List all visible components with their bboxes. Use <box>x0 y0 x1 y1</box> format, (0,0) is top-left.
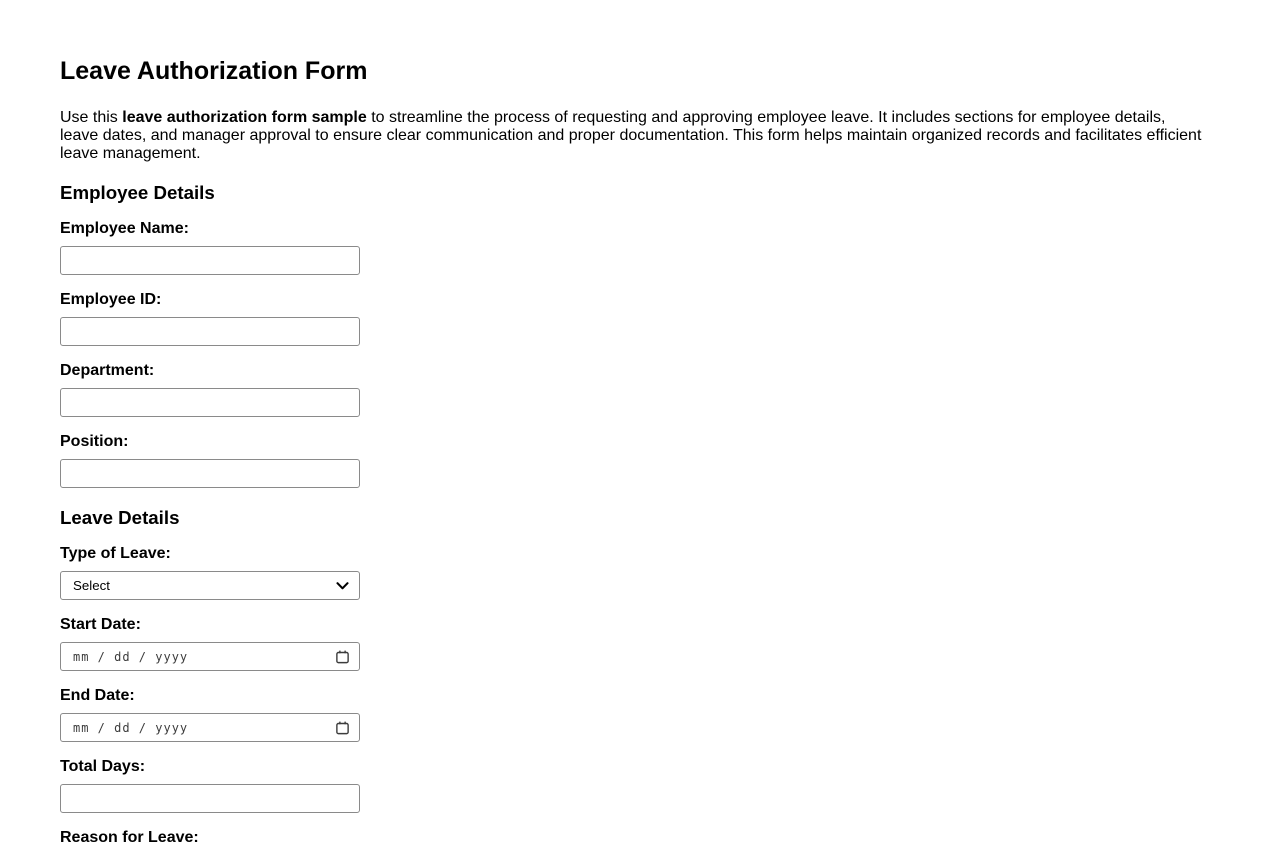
chevron-down-icon <box>336 582 349 590</box>
employee-name-input[interactable] <box>60 246 360 275</box>
end-date-input[interactable] <box>60 713 360 742</box>
intro-line-3: leave management. <box>60 145 201 162</box>
start-date-label: Start Date: <box>60 616 141 633</box>
field-end-date <box>60 687 1203 742</box>
intro-text-pre: Use this <box>60 109 123 126</box>
department-input[interactable] <box>60 388 360 417</box>
field-employee-name <box>60 220 1203 275</box>
field-employee-id <box>60 291 1203 346</box>
intro-bold-text: leave authorization form sample <box>122 109 367 126</box>
start-date-input[interactable] <box>60 642 360 671</box>
end-date-placeholder: mm / dd / yyyy <box>73 720 189 735</box>
intro-line-1 <box>60 109 1203 127</box>
field-department <box>60 362 1203 417</box>
type-of-leave-select[interactable] <box>60 571 360 600</box>
field-type-of-leave <box>60 545 1203 600</box>
department-label: Department: <box>60 362 155 379</box>
total-days-input[interactable] <box>60 784 360 813</box>
calendar-icon[interactable] <box>335 720 350 736</box>
end-date-label: End Date: <box>60 687 135 704</box>
intro-text-post: to streamline the process of requesting and approving employee leave. It includes sections for employee details, <box>366 109 1166 126</box>
employee-name-label: Employee Name: <box>60 220 189 237</box>
total-days-label: Total Days: <box>60 758 146 775</box>
field-total-days <box>60 758 1203 813</box>
start-date-placeholder: mm / dd / yyyy <box>73 649 189 664</box>
section-heading-employee-details: Employee Details <box>60 182 215 203</box>
calendar-icon[interactable] <box>335 649 350 665</box>
field-start-date <box>60 616 1203 671</box>
page-title: Leave Authorization Form <box>60 57 368 85</box>
field-position <box>60 433 1203 488</box>
employee-id-label: Employee ID: <box>60 291 162 308</box>
field-reason-for-leave <box>60 829 1203 847</box>
intro-line-2: leave dates, and manager approval to ensure clear communication and proper documentation. This form helps maintain organized records and facilitates efficient <box>60 127 1202 144</box>
position-input[interactable] <box>60 459 360 488</box>
reason-for-leave-label: Reason for Leave: <box>60 829 199 846</box>
position-label: Position: <box>60 433 129 450</box>
intro-paragraph <box>60 109 1203 163</box>
type-of-leave-selected-value: Select <box>73 578 110 593</box>
section-heading-leave-details: Leave Details <box>60 507 180 528</box>
employee-id-input[interactable] <box>60 317 360 346</box>
type-of-leave-label: Type of Leave: <box>60 545 171 562</box>
